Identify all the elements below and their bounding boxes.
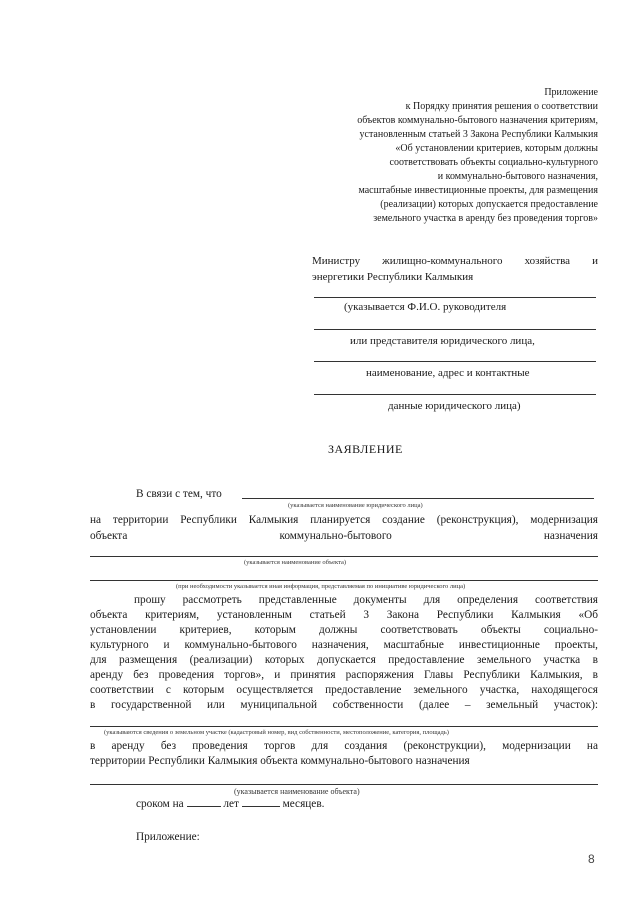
appendix-line: земельного участка в аренду без проведения торгов»: [373, 213, 598, 224]
body-line: в аренду без проведения торгов для создания (реконструкции), модернизации на: [90, 740, 598, 752]
body-line: соответствии с которым осуществляется предоставление земельного участка, находящегося: [90, 684, 598, 696]
term-line: [136, 796, 324, 813]
addressee-blank-2[interactable]: [314, 329, 596, 330]
object-name-caption: (указывается наименование объекта): [244, 559, 347, 566]
body-line: для размещения (реализации) которых допускается предоставление земельного участка в: [90, 654, 598, 666]
addressee-line-2: энергетики Республики Калмыкия: [312, 271, 474, 283]
intro-text: В связи с тем, что: [136, 488, 222, 500]
term-months-label: месяцев.: [282, 798, 325, 810]
body-line: прошу рассмотреть представленные документы для определения соответствия: [134, 594, 598, 606]
body-line: установлении критериев, которым должны соответствовать объекты социально-: [90, 624, 598, 636]
object-type-word: коммунально-бытового: [279, 530, 392, 542]
term-years-field[interactable]: [187, 796, 221, 807]
term-prefix: сроком на: [136, 798, 184, 810]
body-line: в государственной или муниципальной собственности (далее – земельный участок):: [90, 699, 598, 711]
body-line: аренду без проведения торгов», и принятия распоряжения Главы Республики Калмыкия, в: [90, 669, 598, 681]
appendix-line: масштабные инвестиционные проекты, для размещения: [358, 185, 598, 196]
additional-info-field[interactable]: [90, 580, 598, 581]
appendix-line: объектов коммунально-бытового назначения критериям,: [357, 115, 598, 126]
body-line: территории Республики Калмыкия объекта коммунально-бытового назначения: [90, 755, 470, 767]
object-word: объекта: [90, 530, 128, 542]
object-name-caption-2: (указывается наименование объекта): [234, 787, 360, 796]
addressee-note-4: данные юридического лица): [388, 400, 521, 412]
appendix-line: «Об установлении критериев, которым должны: [395, 143, 598, 154]
body-line: объекта критериям, установленным статьей 3 Закона Республики Калмыкия «Об: [90, 609, 598, 621]
document-title: ЗАЯВЛЕНИЕ: [328, 442, 403, 456]
body-line: культурного и коммунально-бытового назначения, масштабные инвестиционные проекты,: [90, 639, 598, 651]
purpose-word: назначения: [543, 530, 598, 542]
appendix-line: к Порядку принятия решения о соответствии: [405, 101, 598, 112]
addressee-blank-3[interactable]: [314, 361, 596, 362]
addressee-blank-1[interactable]: [314, 297, 596, 298]
attachment-label: Приложение:: [136, 831, 200, 843]
addressee-note-1: (указывается Ф.И.О. руководителя: [344, 301, 507, 313]
legal-entity-field[interactable]: [242, 498, 594, 499]
term-months-field[interactable]: [242, 796, 280, 807]
body-line: на территории Республики Калмыкия планируется создание (реконструкция), модернизация: [90, 514, 598, 526]
addressee-blank-4[interactable]: [314, 394, 596, 395]
page-number: 8: [588, 852, 595, 866]
appendix-line: соответствовать объекты социально-культурного: [389, 157, 598, 168]
appendix-line: Приложение: [544, 87, 598, 98]
legal-entity-caption: (указывается наименование юридического лица): [288, 502, 423, 509]
object-name-field[interactable]: [90, 556, 598, 557]
term-years-label: лет: [223, 798, 239, 810]
object-name-field-2[interactable]: [90, 784, 598, 785]
appendix-block: [357, 86, 598, 226]
addressee-note-3: наименование, адрес и контактные: [366, 367, 530, 379]
addressee-line-1: Министру жилищно-коммунального хозяйства и: [312, 255, 598, 267]
land-plot-field[interactable]: [90, 726, 598, 727]
appendix-line: (реализации) которых допускается предоставление: [380, 199, 598, 210]
appendix-line: установленным статьей 3 Закона Республики Калмыкия: [359, 129, 598, 140]
land-plot-caption: (указываются сведения о земельном участке (кадастровый номер, вид собственности, местоположение, категория, площадь): [104, 729, 449, 736]
addressee-note-2: или представителя юридического лица,: [350, 335, 535, 347]
body-line-object: [90, 529, 598, 545]
appendix-line: и коммунально-бытового назначения,: [437, 171, 598, 182]
additional-info-caption: (при необходимости указывается иная информация, представляемая по инициативе юридического лица): [176, 583, 466, 590]
